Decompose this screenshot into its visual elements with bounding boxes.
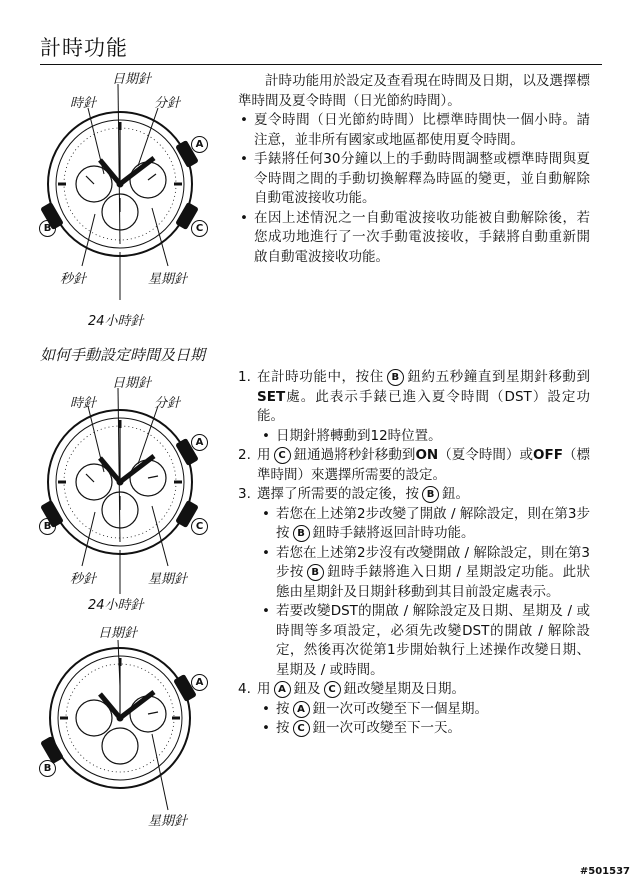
section-subheading: 如何手動設定時間及日期 xyxy=(40,346,206,364)
button-a-marker: A xyxy=(191,674,208,691)
watch-illustration xyxy=(30,622,230,832)
button-b-symbol: B xyxy=(293,525,310,542)
button-a-marker: A xyxy=(191,434,208,451)
page-title: 計時功能 xyxy=(40,36,128,60)
second-hand-label: 秒針 xyxy=(60,272,87,287)
watch-diagram-2 xyxy=(30,372,230,612)
intro-section xyxy=(238,72,590,267)
minute-hand-label: 分針 xyxy=(154,396,181,411)
step-3-bullet: • 若您在上述第2步沒有改變開啟 / 解除設定，則在第3步按 B 鈕時手錶將進入日期 / 星期設定功能。此狀態由星期針及日期針移動到其目前設定處表示。 xyxy=(238,544,590,603)
title-divider xyxy=(40,64,602,65)
hour-hand-label: 時針 xyxy=(70,396,97,411)
intro-bullet: • 夏令時間（日光節約時間）比標準時間快一個小時。請注意，並非所有國家或地區都使用夏令時間。 xyxy=(238,111,590,150)
button-b-marker: B xyxy=(39,220,56,237)
watch-illustration xyxy=(30,66,230,332)
intro-paragraph: 計時功能用於設定及查看現在時間及日期，以及選擇標準時間及夏令時間（日光節約時間）。 xyxy=(238,73,590,109)
watch-diagram-1 xyxy=(30,66,230,332)
step-1-bullet: • 日期針將轉動到12時位置。 xyxy=(238,427,590,447)
footer-code: #501537 xyxy=(579,866,630,877)
steps-section xyxy=(238,368,590,739)
intro-bullet: • 手錶將任何30分鐘以上的手動時間調整或標準時間與夏令時間之間的手動切換解釋為時區的變更，並自動解除自動電波接收功能。 xyxy=(238,150,590,209)
watch-illustration xyxy=(30,372,230,612)
step-2: 2. 用 C 鈕通過將秒針移動到ON（夏令時間）或OFF（標準時間）來選擇所需要的設定。 xyxy=(238,447,591,483)
button-a-symbol: A xyxy=(293,701,310,718)
button-c-marker: C xyxy=(191,220,208,237)
step-3: 3. 選擇了所需要的設定後，按 B 鈕。 xyxy=(238,486,469,502)
intro-bullet: • 在因上述情況之一自動電波接收功能被自動解除後，若您成功地進行了一次手動電波接收，手錶將自動重新開啟自動電波接收功能。 xyxy=(238,209,590,268)
hour24-hand-label: 24小時針 xyxy=(88,598,144,613)
button-b-symbol: B xyxy=(422,486,439,503)
step-3-bullet: • 若要改變DST的開啟 / 解除設定及日期、星期及 / 或時間等多項設定，必須先改變DST的開啟 / 解除設定，然後再次從第1步開始執行上述操作改變日期、星期及 / 或時間。 xyxy=(238,602,590,680)
minute-hand-label: 分針 xyxy=(154,96,181,111)
step-4: 4. 用 A 鈕及 C 鈕改變星期及日期。 xyxy=(238,681,465,697)
weekday-hand-label: 星期針 xyxy=(148,272,188,287)
button-a-marker: A xyxy=(191,136,208,153)
step-3-bullet: • 若您在上述第2步改變了開啟 / 解除設定，則在第3步按 B 鈕時手錶將返回計時功能。 xyxy=(238,505,590,544)
step-4-bullet: • 按 C 鈕一次可改變至下一天。 xyxy=(238,719,590,739)
date-hand-label: 日期針 xyxy=(98,626,138,641)
button-c-marker: C xyxy=(191,518,208,535)
date-hand-label: 日期針 xyxy=(112,376,152,391)
weekday-hand-label: 星期針 xyxy=(148,572,188,587)
date-hand-label: 日期針 xyxy=(112,72,152,87)
button-b-marker: B xyxy=(39,760,56,777)
step-4-bullet: • 按 A 鈕一次可改變至下一個星期。 xyxy=(238,700,590,720)
button-b-symbol: B xyxy=(307,564,324,581)
button-b-symbol: B xyxy=(387,369,404,386)
weekday-hand-label: 星期針 xyxy=(148,814,188,829)
button-a-symbol: A xyxy=(274,681,291,698)
watch-diagram-3 xyxy=(30,622,230,832)
button-c-symbol: C xyxy=(293,720,310,737)
hour24-hand-label: 24小時針 xyxy=(88,314,144,329)
button-c-symbol: C xyxy=(274,447,291,464)
button-c-symbol: C xyxy=(324,681,341,698)
hour-hand-label: 時針 xyxy=(70,96,97,111)
step-1: 1. 在計時功能中，按住 B 鈕約五秒鐘直到星期針移動到SET處。此表示手錶已進入夏令時間（DST）設定功能。 xyxy=(238,369,591,424)
second-hand-label: 秒針 xyxy=(70,572,97,587)
button-b-marker: B xyxy=(39,518,56,535)
